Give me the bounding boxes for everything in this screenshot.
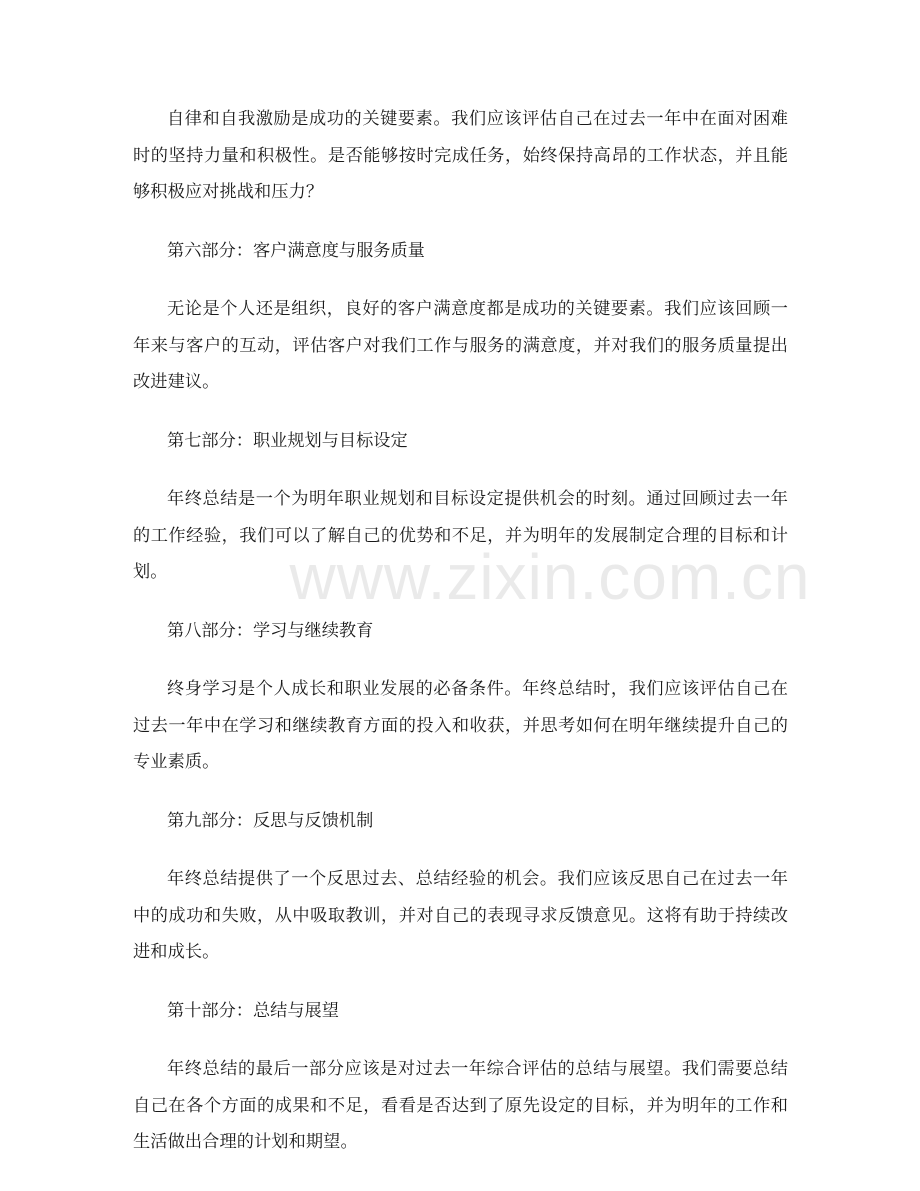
document-body [133,101,788,1183]
watermark-text: www.zixin.com.cn [289,541,811,613]
paragraph-reflection: 年终总结提供了一个反思过去、总结经验的机会。我们应该反思自己在过去一年中的成功和失败，从中吸取教训，并对自己的表现寻求反馈意见。这将有助于持续改进和成长。 [133,869,788,962]
paragraph-customer-satisfaction: 无论是个人还是组织，良好的客户满意度都是成功的关键要素。我们应该回顾一年来与客户的互动，评估客户对我们工作与服务的满意度，并对我们的服务质量提出改进建议。 [133,299,788,392]
paragraph-career-planning: 年终总结是一个为明年职业规划和目标设定提供机会的时刻。通过回顾过去一年的工作经验，我们可以了解自己的优势和不足，并为明年的发展制定合理的目标和计划。 [133,489,788,582]
heading-part-six: 第六部分：客户满意度与服务质量 [167,240,425,261]
paragraph-summary-outlook: 年终总结的最后一部分应该是对过去一年综合评估的总结与展望。我们需要总结自己在各个方面的成果和不足，看看是否达到了原先设定的目标，并为明年的工作和生活做出合理的计划和期望。 [133,1059,788,1152]
paragraph-self-discipline: 自律和自我激励是成功的关键要素。我们应该评估自己在过去一年中在面对困难时的坚持力量和积极性。是否能够按时完成任务，始终保持高昂的工作状态，并且能够积极应对挑战和压力？ [133,109,788,202]
heading-part-seven: 第七部分：职业规划与目标设定 [167,430,408,451]
heading-part-nine: 第九部分：反思与反馈机制 [167,810,374,831]
heading-part-eight: 第八部分：学习与继续教育 [167,620,374,641]
heading-part-ten: 第十部分：总结与展望 [167,1000,339,1021]
paragraph-lifelong-learning: 终身学习是个人成长和职业发展的必备条件。年终总结时，我们应该评估自己在过去一年中在学习和继续教育方面的投入和收获，并思考如何在明年继续提升自己的专业素质。 [133,679,788,772]
